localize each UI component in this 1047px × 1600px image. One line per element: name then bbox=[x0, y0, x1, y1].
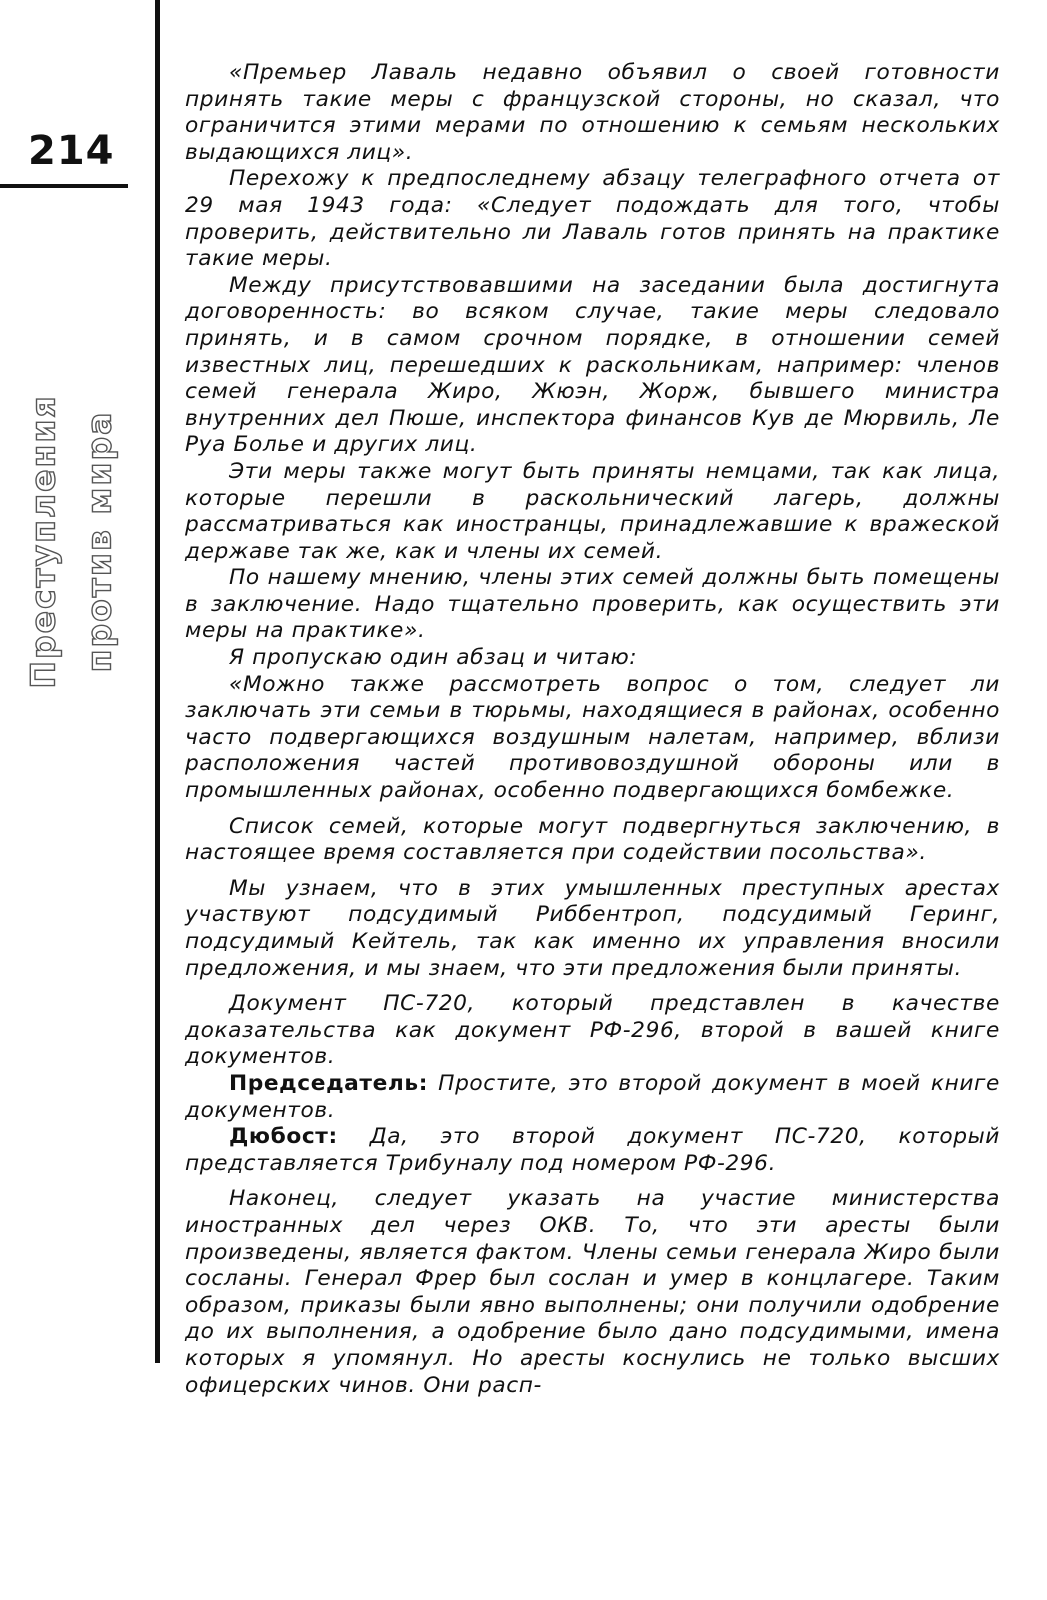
paragraph: Председатель: Простите, это второй документ в моей книге документов. bbox=[185, 1070, 1000, 1123]
paragraph: Мы узнаем, что в этих умышленных преступных арестах участвуют подсудимый Риббентроп, подсудимый Геринг, подсудимый Кейтель, так как именно их управления вносили предложения, и мы знаем, что эти предложения были приняты. bbox=[185, 875, 1000, 981]
speaker-label: Председатель: bbox=[229, 1070, 428, 1096]
margin-rule bbox=[155, 0, 160, 1363]
side-title-line1-wrap bbox=[18, 196, 68, 886]
paragraph: По нашему мнению, члены этих семей должны быть помещены в заключение. Надо тщательно проверить, как осуществить эти меры на практике». bbox=[185, 565, 1000, 644]
paragraph: Между присутствовавшими на заседании была достигнута договоренность: во всяком случае, такие меры следовало принять, и в самом срочном порядке, в отношении семей известных лиц, перешедших к раскольникам, например: членов семей генерала Жиро, Жюэн, Жорж, бывшего министра внутренних дел Пюше, инспектора финансов Кув де Мюрвиль, Ле Руа Болье и других лиц. bbox=[185, 272, 1000, 458]
page-number: 214 bbox=[28, 128, 115, 174]
side-title-line2: против мира bbox=[79, 410, 119, 672]
paragraph: Эти меры также могут быть приняты немцами, так как лица, которые перешли в раскольнический лагерь, должны рассматриваться как иностранцы, принадлежавшие к вражеской державе так же, как и члены их семей. bbox=[185, 458, 1000, 564]
paragraph: Я пропускаю один абзац и читаю: bbox=[229, 645, 638, 671]
paragraph: Перехожу к предпоследнему абзацу телеграфного отчета от 29 мая 1943 года: «Следует подождать для того, чтобы проверить, действительно ли Лаваль готов принять на практике такие меры. bbox=[185, 166, 1000, 272]
page-number-rule bbox=[0, 184, 128, 188]
paragraph: Документ ПС-720, который представлен в качестве доказательства как документ РФ-296, второй в вашей книге документов. bbox=[185, 991, 1000, 1070]
side-title-line2-wrap bbox=[74, 196, 124, 886]
body-text bbox=[185, 60, 1000, 1399]
side-title-line1: Преступления bbox=[23, 393, 63, 689]
paragraph: Дюбост: Да, это второй документ ПС-720, который представляется Трибуналу под номером РФ-296. bbox=[185, 1124, 1000, 1176]
side-running-title bbox=[18, 196, 134, 886]
paragraph: «Можно также рассмотреть вопрос о том, следует ли заключать эти семьи в тюрьмы, находящиеся в районах, особенно часто подвергающихся воздушным налетам, например, вблизи расположения частей противовоздушной обороны или в промышленных районах, особенно подвергающихся бомбежке. bbox=[185, 671, 1000, 804]
paragraph: Наконец, следует указать на участие министерства иностранных дел через ОКВ. То, что эти аресты были произведены, является фактом. Члены семьи генерала Жиро были сосланы. Генерал Фрер был сослан и умер в концлагере. Таким образом, приказы были явно выполнены; они получили одобрение до их выполнения, а одобрение было дано подсудимыми, имена которых я упомянул. Но аресты коснулись не только высших офицерских чинов. Они расп- bbox=[185, 1186, 1000, 1398]
paragraph: «Премьер Лаваль недавно объявил о своей готовности принять такие меры с французской стороны, но сказал, что ограничится этими мерами по отношению к семьям нескольких выдающихся лиц». bbox=[185, 60, 1000, 165]
paragraph: Список семей, которые могут подвергнуться заключению, в настоящее время составляется при содействии посольства». bbox=[185, 813, 1000, 866]
speaker-label: Дюбост: bbox=[229, 1124, 338, 1150]
